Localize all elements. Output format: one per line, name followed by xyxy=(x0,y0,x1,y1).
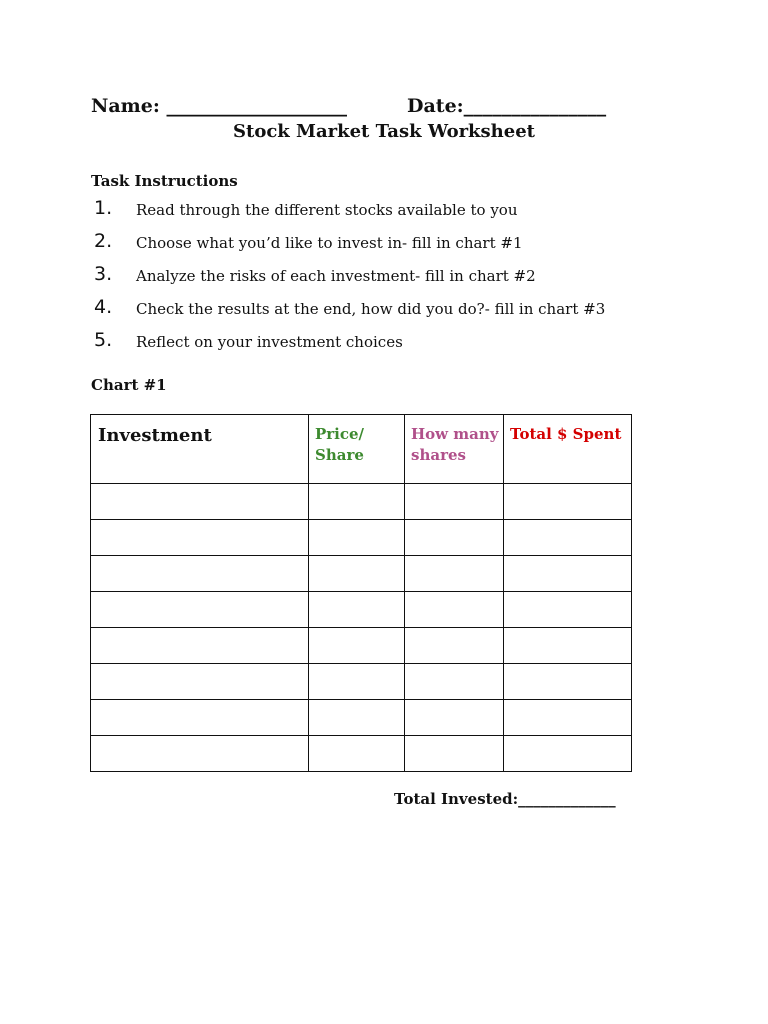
price-cell[interactable] xyxy=(309,556,405,592)
worksheet-title: Stock Market Task Worksheet xyxy=(233,121,535,142)
total-invested-line: Total Invested:_____________ xyxy=(394,790,616,808)
column-header-how-many-shares: How many shares xyxy=(405,415,504,484)
table-row xyxy=(91,628,632,664)
instructions-heading: Task Instructions xyxy=(91,172,238,190)
table-row xyxy=(91,520,632,556)
table-row xyxy=(91,556,632,592)
investment-chart xyxy=(90,414,632,772)
shares-cell[interactable] xyxy=(405,592,504,628)
shares-cell[interactable] xyxy=(405,664,504,700)
price-cell[interactable] xyxy=(309,520,405,556)
table-row xyxy=(91,736,632,772)
price-cell[interactable] xyxy=(309,700,405,736)
total-spent-cell[interactable] xyxy=(504,484,632,520)
name-field-line: Name: ___________________ xyxy=(91,95,347,117)
price-cell[interactable] xyxy=(309,484,405,520)
total-spent-cell[interactable] xyxy=(504,700,632,736)
investment-cell[interactable] xyxy=(91,664,309,700)
investment-cell[interactable] xyxy=(91,592,309,628)
chart-header-row xyxy=(91,415,632,484)
investment-cell[interactable] xyxy=(91,628,309,664)
step-text: Check the results at the end, how did you do?- fill in chart #3 xyxy=(136,300,606,318)
shares-cell[interactable] xyxy=(405,628,504,664)
total-spent-cell[interactable] xyxy=(504,664,632,700)
date-field-line: Date:_______________ xyxy=(407,95,607,117)
shares-cell[interactable] xyxy=(405,700,504,736)
step-number: 2. xyxy=(94,230,113,252)
table-row xyxy=(91,664,632,700)
table-row xyxy=(91,592,632,628)
shares-cell[interactable] xyxy=(405,736,504,772)
shares-cell[interactable] xyxy=(405,484,504,520)
step-number: 4. xyxy=(94,296,113,318)
step-text: Reflect on your investment choices xyxy=(136,333,403,351)
step-text: Analyze the risks of each investment- fill in chart #2 xyxy=(136,267,536,285)
price-cell[interactable] xyxy=(309,664,405,700)
total-spent-cell[interactable] xyxy=(504,556,632,592)
table-row xyxy=(91,700,632,736)
price-cell[interactable] xyxy=(309,736,405,772)
shares-cell[interactable] xyxy=(405,520,504,556)
table-row xyxy=(91,484,632,520)
chart-label: Chart #1 xyxy=(91,376,167,394)
investment-cell[interactable] xyxy=(91,484,309,520)
investment-cell[interactable] xyxy=(91,556,309,592)
column-header-price-per-share: Price/ Share xyxy=(309,415,405,484)
total-spent-cell[interactable] xyxy=(504,520,632,556)
price-cell[interactable] xyxy=(309,628,405,664)
column-header-investment: Investment xyxy=(91,415,309,484)
shares-cell[interactable] xyxy=(405,556,504,592)
price-cell[interactable] xyxy=(309,592,405,628)
investment-cell[interactable] xyxy=(91,520,309,556)
step-number: 1. xyxy=(94,197,113,219)
column-header-total-spent: Total $ Spent xyxy=(504,415,632,484)
chart-body xyxy=(91,484,632,772)
investment-cell[interactable] xyxy=(91,700,309,736)
investment-cell[interactable] xyxy=(91,736,309,772)
total-spent-cell[interactable] xyxy=(504,628,632,664)
step-number: 5. xyxy=(94,329,113,351)
total-spent-cell[interactable] xyxy=(504,592,632,628)
step-number: 3. xyxy=(94,263,113,285)
step-text: Choose what you’d like to invest in- fill in chart #1 xyxy=(136,234,523,252)
total-spent-cell[interactable] xyxy=(504,736,632,772)
step-text: Read through the different stocks available to you xyxy=(136,201,518,219)
